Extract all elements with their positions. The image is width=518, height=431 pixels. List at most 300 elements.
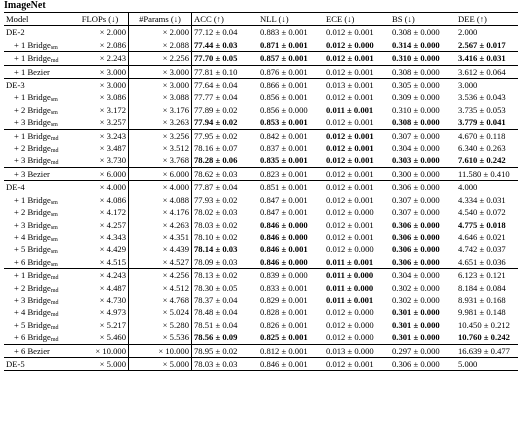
value-bs: 0.306 ± 0.000 (392, 182, 440, 193)
model-name: DE-5 (6, 358, 25, 369)
value-acc: 78.30 ± 0.05 (194, 282, 238, 293)
cell-flops: × 4.343 (72, 231, 129, 243)
cell-params: × 3.768 (129, 154, 192, 167)
cell-model (4, 116, 72, 129)
cell-nll (258, 116, 324, 129)
cell-dee (456, 319, 518, 331)
cell-params: × 3.263 (129, 116, 192, 129)
value-bs: 0.310 ± 0.000 (392, 53, 440, 64)
value-ece: 0.011 ± 0.001 (326, 294, 374, 305)
cell-bs (390, 104, 456, 116)
value-ece: 0.012 ± 0.001 (326, 117, 374, 128)
value-dee: 3.612 ± 0.064 (458, 66, 506, 77)
cell-model (4, 39, 72, 52)
value-nll: 0.833 ± 0.001 (260, 282, 308, 293)
cell-params: × 2.256 (129, 52, 192, 65)
value-acc: 78.03 ± 0.03 (194, 358, 238, 369)
value-dee: 8.184 ± 0.084 (458, 282, 506, 293)
value-dee: 4.646 ± 0.021 (458, 231, 506, 242)
cell-ece (324, 79, 390, 92)
cell-model (4, 256, 72, 269)
value-bs: 0.302 ± 0.000 (392, 282, 440, 293)
model-name: + 3 Bezier (14, 168, 50, 179)
table-row (4, 26, 518, 39)
cell-model (4, 219, 72, 231)
value-ece: 0.012 ± 0.001 (326, 143, 374, 154)
cell-bs (390, 269, 456, 282)
cell-acc (192, 219, 259, 231)
cell-params: × 4.000 (129, 181, 192, 194)
cell-nll (258, 319, 324, 331)
cell-acc (192, 65, 259, 78)
value-dee: 10.760 ± 0.242 (458, 332, 510, 343)
cell-params: × 2.000 (129, 26, 192, 39)
value-bs: 0.301 ± 0.000 (392, 319, 440, 330)
model-subscript: sm (50, 97, 58, 104)
value-nll: 0.846 ± 0.000 (260, 219, 308, 230)
value-acc: 78.62 ± 0.03 (194, 168, 238, 179)
cell-ece (324, 206, 390, 218)
cell-ece (324, 181, 390, 194)
value-nll: 0.846 ± 0.000 (260, 231, 308, 242)
cell-nll (258, 181, 324, 194)
value-bs: 0.304 ± 0.000 (392, 270, 440, 281)
value-bs: 0.314 ± 0.000 (392, 39, 440, 50)
cell-acc (192, 79, 259, 92)
model-name: + 1 Bridge (14, 39, 51, 50)
cell-flops: × 4.172 (72, 206, 129, 218)
cell-model (4, 167, 72, 180)
value-bs: 0.307 ± 0.000 (392, 130, 440, 141)
cell-nll (258, 206, 324, 218)
model-name: DE-3 (6, 80, 25, 91)
table-row (4, 39, 518, 52)
value-nll: 0.835 ± 0.001 (260, 155, 308, 166)
cell-dee (456, 26, 518, 39)
cell-nll (258, 294, 324, 306)
model-subscript: md (50, 275, 59, 282)
header-acc: ACC (↑) (194, 14, 224, 24)
table-row (4, 116, 518, 129)
cell-acc (192, 26, 259, 39)
cell-dee (456, 129, 518, 142)
cell-acc (192, 194, 259, 206)
table-body (4, 26, 518, 371)
cell-params: × 4.439 (129, 243, 192, 255)
cell-nll (258, 282, 324, 294)
value-bs: 0.297 ± 0.000 (392, 345, 440, 356)
cell-flops: × 2.000 (72, 26, 129, 39)
cell-nll (258, 154, 324, 167)
cell-acc (192, 282, 259, 294)
cell-model (4, 243, 72, 255)
value-ece: 0.013 ± 0.001 (326, 80, 374, 91)
value-ece: 0.013 ± 0.000 (326, 345, 374, 356)
cell-model (4, 154, 72, 167)
model-subscript: sm (50, 236, 58, 243)
header-bs: BS (↓) (392, 14, 415, 24)
cell-bs (390, 129, 456, 142)
model-subscript: sm (50, 199, 58, 206)
cell-bs (390, 206, 456, 218)
cell-flops: × 4.730 (72, 294, 129, 306)
cell-dee (456, 154, 518, 167)
model-name: + 1 Bridge (14, 194, 51, 205)
value-nll: 0.876 ± 0.001 (260, 66, 308, 77)
cell-ece (324, 282, 390, 294)
model-subscript: sm (50, 44, 58, 51)
model-name: + 3 Bridge (14, 219, 51, 230)
value-bs: 0.306 ± 0.000 (392, 358, 440, 369)
value-nll: 0.857 ± 0.001 (260, 53, 308, 64)
cell-ece (324, 26, 390, 39)
cell-dee (456, 344, 518, 357)
value-nll: 0.851 ± 0.001 (260, 182, 308, 193)
value-ece: 0.012 ± 0.000 (326, 319, 374, 330)
cell-model (4, 79, 72, 92)
header-ece: ECE (↓) (326, 14, 355, 24)
value-acc: 78.28 ± 0.06 (194, 155, 238, 166)
table-row (4, 306, 518, 318)
cell-ece (324, 306, 390, 318)
cell-bs (390, 79, 456, 92)
cell-model (4, 194, 72, 206)
cell-dee (456, 357, 518, 370)
header-nll: NLL (↓) (260, 14, 289, 24)
value-nll: 0.847 ± 0.001 (260, 207, 308, 218)
value-bs: 0.301 ± 0.000 (392, 307, 440, 318)
table-row (4, 344, 518, 357)
cell-params: × 4.263 (129, 219, 192, 231)
cell-nll (258, 219, 324, 231)
cell-model (4, 142, 72, 154)
cell-bs (390, 306, 456, 318)
cell-model (4, 129, 72, 142)
table-row (4, 154, 518, 167)
cell-nll (258, 357, 324, 370)
value-dee: 6.123 ± 0.121 (458, 270, 506, 281)
cell-bs (390, 194, 456, 206)
cell-model (4, 65, 72, 78)
table-row (4, 181, 518, 194)
value-nll: 0.871 ± 0.001 (260, 39, 308, 50)
cell-flops: × 4.973 (72, 306, 129, 318)
table-row (4, 142, 518, 154)
table-row (4, 319, 518, 331)
cell-nll (258, 52, 324, 65)
cell-dee (456, 243, 518, 255)
model-name: + 1 Bridge (14, 53, 51, 64)
cell-dee (456, 167, 518, 180)
cell-params: × 4.512 (129, 282, 192, 294)
cell-nll (258, 194, 324, 206)
table-row (4, 167, 518, 180)
cell-acc (192, 306, 259, 318)
cell-params: × 5.536 (129, 331, 192, 344)
cell-dee (456, 65, 518, 78)
value-dee: 4.334 ± 0.031 (458, 194, 506, 205)
header-model: Model (6, 14, 29, 24)
cell-dee (456, 181, 518, 194)
cell-model (4, 306, 72, 318)
cell-acc (192, 294, 259, 306)
cell-nll (258, 104, 324, 116)
cell-params: × 3.256 (129, 129, 192, 142)
cell-bs (390, 256, 456, 269)
value-acc: 78.48 ± 0.04 (194, 307, 238, 318)
table-row (4, 91, 518, 103)
cell-flops: × 3.000 (72, 79, 129, 92)
cell-dee (456, 91, 518, 103)
value-acc: 78.10 ± 0.02 (194, 231, 238, 242)
cell-ece (324, 231, 390, 243)
model-subscript: md (50, 337, 59, 344)
value-dee: 3.735 ± 0.053 (458, 104, 506, 115)
cell-nll (258, 269, 324, 282)
cell-params: × 3.000 (129, 79, 192, 92)
value-nll: 0.846 ± 0.001 (260, 244, 308, 255)
value-ece: 0.012 ± 0.001 (326, 358, 374, 369)
cell-flops: × 3.243 (72, 129, 129, 142)
value-dee: 4.775 ± 0.018 (458, 219, 506, 230)
value-ece: 0.012 ± 0.000 (326, 39, 374, 50)
cell-ece (324, 256, 390, 269)
cell-bs (390, 116, 456, 129)
value-nll: 0.866 ± 0.001 (260, 80, 308, 91)
value-ece: 0.012 ± 0.001 (326, 182, 374, 193)
cell-ece (324, 331, 390, 344)
cell-acc (192, 256, 259, 269)
value-bs: 0.302 ± 0.000 (392, 294, 440, 305)
value-acc: 77.89 ± 0.02 (194, 104, 238, 115)
cell-params: × 6.000 (129, 167, 192, 180)
cell-acc (192, 319, 259, 331)
value-acc: 77.94 ± 0.02 (194, 117, 238, 128)
model-name: + 2 Bridge (14, 104, 51, 115)
cell-params: × 4.527 (129, 256, 192, 269)
value-nll: 0.837 ± 0.001 (260, 143, 308, 154)
value-acc: 77.77 ± 0.04 (194, 92, 238, 103)
cell-nll (258, 306, 324, 318)
value-acc: 77.44 ± 0.03 (194, 39, 238, 50)
cell-flops: × 3.000 (72, 65, 129, 78)
value-bs: 0.301 ± 0.000 (392, 332, 440, 343)
model-subscript: sm (50, 261, 58, 268)
cell-dee (456, 219, 518, 231)
table-header (4, 13, 518, 26)
cell-model (4, 294, 72, 306)
cell-params: × 5.024 (129, 306, 192, 318)
cell-params: × 4.176 (129, 206, 192, 218)
cell-params: × 3.512 (129, 142, 192, 154)
cell-params: × 4.768 (129, 294, 192, 306)
cell-flops: × 4.429 (72, 243, 129, 255)
cell-dee (456, 256, 518, 269)
value-dee: 3.416 ± 0.031 (458, 53, 506, 64)
value-dee: 5.000 (458, 358, 478, 369)
table-row (4, 194, 518, 206)
value-bs: 0.308 ± 0.000 (392, 66, 440, 77)
model-name: + 6 Bridge (14, 256, 51, 267)
value-nll: 0.846 ± 0.000 (260, 256, 308, 267)
value-bs: 0.308 ± 0.000 (392, 117, 440, 128)
cell-bs (390, 26, 456, 39)
cell-nll (258, 79, 324, 92)
value-nll: 0.842 ± 0.001 (260, 130, 308, 141)
cell-dee (456, 331, 518, 344)
cell-acc (192, 129, 259, 142)
value-acc: 78.14 ± 0.03 (194, 244, 238, 255)
value-nll: 0.856 ± 0.001 (260, 92, 308, 103)
cell-nll (258, 344, 324, 357)
cell-acc (192, 206, 259, 218)
value-dee: 3.000 (458, 80, 478, 91)
value-bs: 0.307 ± 0.000 (392, 194, 440, 205)
value-acc: 78.95 ± 0.02 (194, 345, 238, 356)
cell-acc (192, 91, 259, 103)
cell-nll (258, 243, 324, 255)
model-name: + 1 Bridge (14, 92, 51, 103)
cell-dee (456, 142, 518, 154)
cell-flops: × 3.257 (72, 116, 129, 129)
model-name: + 6 Bezier (14, 345, 50, 356)
value-dee: 8.931 ± 0.168 (458, 294, 506, 305)
cell-dee (456, 269, 518, 282)
cell-flops: × 4.243 (72, 269, 129, 282)
value-bs: 0.308 ± 0.000 (392, 27, 440, 38)
value-acc: 77.64 ± 0.04 (194, 80, 238, 91)
cell-model (4, 344, 72, 357)
cell-nll (258, 231, 324, 243)
cell-nll (258, 142, 324, 154)
value-bs: 0.306 ± 0.000 (392, 256, 440, 267)
model-name: + 2 Bridge (14, 282, 51, 293)
cell-nll (258, 331, 324, 344)
value-dee: 3.536 ± 0.043 (458, 92, 506, 103)
cell-acc (192, 269, 259, 282)
cell-bs (390, 243, 456, 255)
model-name: DE-2 (6, 27, 25, 38)
value-ece: 0.012 ± 0.001 (326, 194, 374, 205)
table-row (4, 79, 518, 92)
value-ece: 0.012 ± 0.000 (326, 207, 374, 218)
table-row (4, 243, 518, 255)
cell-model (4, 357, 72, 370)
cell-dee (456, 39, 518, 52)
cell-dee (456, 52, 518, 65)
cell-bs (390, 282, 456, 294)
value-bs: 0.304 ± 0.000 (392, 143, 440, 154)
cell-model (4, 26, 72, 39)
value-acc: 77.95 ± 0.02 (194, 130, 238, 141)
cell-bs (390, 52, 456, 65)
results-table (4, 12, 518, 371)
cell-model (4, 104, 72, 116)
cell-ece (324, 154, 390, 167)
cell-acc (192, 116, 259, 129)
model-subscript: md (50, 287, 59, 294)
table-row (4, 52, 518, 65)
value-ece: 0.012 ± 0.001 (326, 219, 374, 230)
model-name: + 5 Bridge (14, 319, 51, 330)
header-flops: FLOPs (↓) (72, 13, 129, 26)
value-bs: 0.303 ± 0.000 (392, 155, 440, 166)
value-nll: 0.823 ± 0.001 (260, 168, 308, 179)
cell-acc (192, 357, 259, 370)
value-bs: 0.306 ± 0.000 (392, 231, 440, 242)
cell-params: × 4.256 (129, 269, 192, 282)
value-bs: 0.307 ± 0.000 (392, 207, 440, 218)
table-caption: ImageNet (4, 0, 46, 11)
cell-params: × 3.000 (129, 65, 192, 78)
cell-model (4, 206, 72, 218)
value-bs: 0.309 ± 0.000 (392, 92, 440, 103)
cell-ece (324, 194, 390, 206)
cell-ece (324, 357, 390, 370)
cell-ece (324, 39, 390, 52)
header-row (4, 13, 518, 26)
value-ece: 0.012 ± 0.001 (326, 231, 374, 242)
value-acc: 78.09 ± 0.03 (194, 256, 238, 267)
value-acc: 78.56 ± 0.09 (194, 332, 238, 343)
value-acc: 77.87 ± 0.04 (194, 182, 238, 193)
cell-ece (324, 65, 390, 78)
value-bs: 0.306 ± 0.000 (392, 219, 440, 230)
value-ece: 0.011 ± 0.001 (326, 104, 374, 115)
cell-params: × 5.280 (129, 319, 192, 331)
cell-flops: × 2.086 (72, 39, 129, 52)
cell-bs (390, 181, 456, 194)
header-params: #Params (↓) (129, 13, 192, 26)
cell-nll (258, 39, 324, 52)
cell-acc (192, 154, 259, 167)
model-name: + 1 Bridge (14, 270, 51, 281)
cell-flops: × 10.000 (72, 344, 129, 357)
cell-bs (390, 331, 456, 344)
value-ece: 0.012 ± 0.001 (326, 155, 374, 166)
value-acc: 78.37 ± 0.04 (194, 294, 238, 305)
value-acc: 77.93 ± 0.02 (194, 194, 238, 205)
value-ece: 0.012 ± 0.001 (326, 27, 374, 38)
cell-params: × 5.000 (129, 357, 192, 370)
cell-dee (456, 282, 518, 294)
cell-bs (390, 91, 456, 103)
table-row (4, 219, 518, 231)
value-dee: 9.981 ± 0.148 (458, 307, 506, 318)
value-dee: 7.610 ± 0.242 (458, 155, 506, 166)
cell-nll (258, 65, 324, 78)
cell-params: × 3.176 (129, 104, 192, 116)
model-name: + 3 Bridge (14, 155, 51, 166)
cell-flops: × 3.487 (72, 142, 129, 154)
cell-dee (456, 104, 518, 116)
cell-nll (258, 129, 324, 142)
model-name: DE-4 (6, 182, 25, 193)
cell-ece (324, 294, 390, 306)
cell-model (4, 319, 72, 331)
cell-flops: × 2.243 (72, 52, 129, 65)
cell-bs (390, 142, 456, 154)
model-name: + 4 Bridge (14, 231, 51, 242)
table-row (4, 282, 518, 294)
value-ece: 0.012 ± 0.001 (326, 130, 374, 141)
value-acc: 78.13 ± 0.02 (194, 270, 238, 281)
value-dee: 4.670 ± 0.118 (458, 130, 506, 141)
value-acc: 78.03 ± 0.02 (194, 219, 238, 230)
value-ece: 0.012 ± 0.001 (326, 168, 374, 179)
cell-dee (456, 116, 518, 129)
cell-acc (192, 52, 259, 65)
